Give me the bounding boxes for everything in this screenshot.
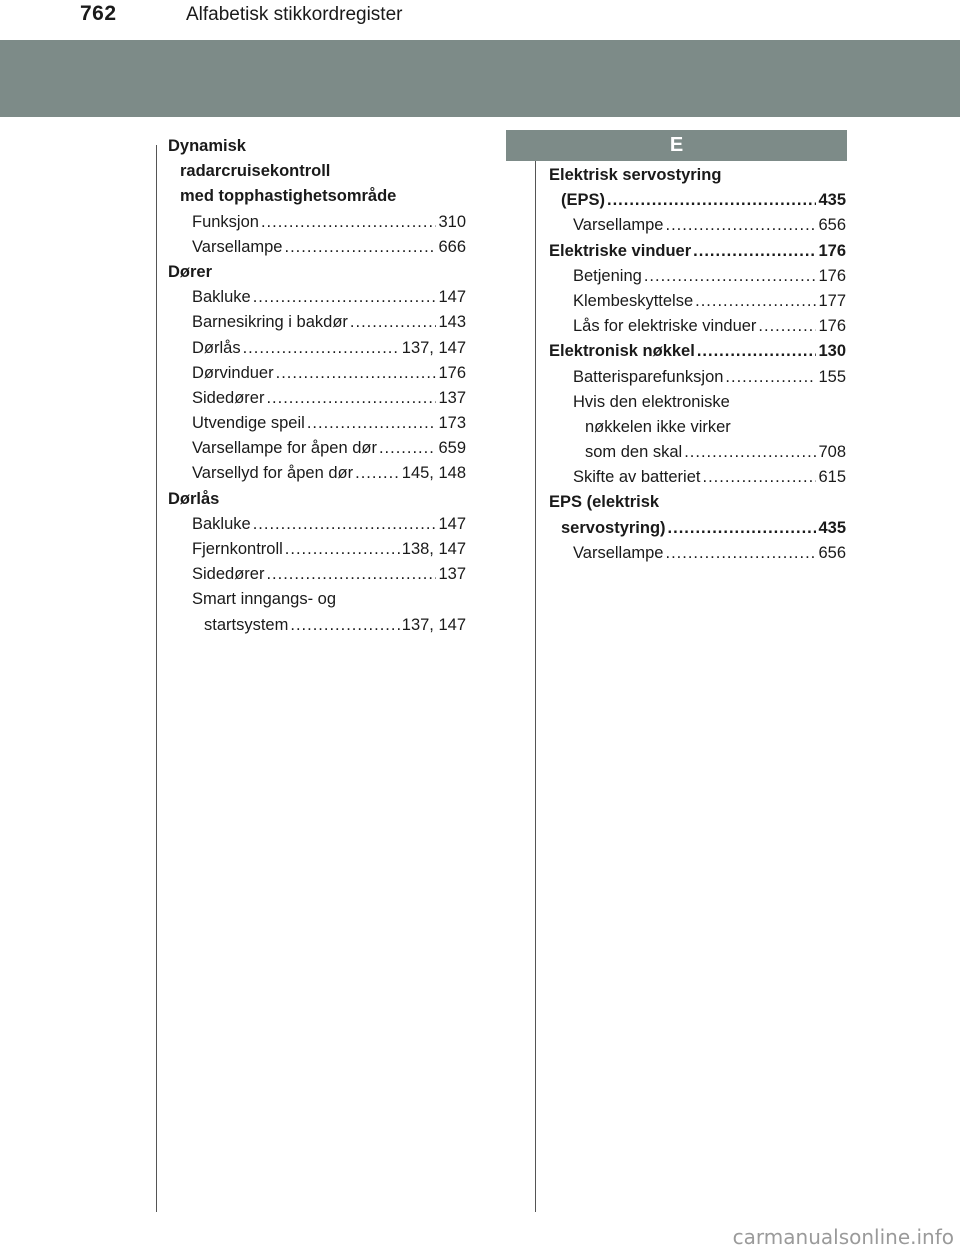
- index-entry-label: Skifte av batteriet: [573, 468, 701, 487]
- index-entry: [168, 159, 466, 184]
- index-entry: [549, 264, 846, 289]
- index-entry: [168, 386, 466, 411]
- index-entry-page: 138, 147: [401, 540, 466, 558]
- index-entry: [549, 390, 846, 415]
- index-entry-page: 310: [438, 212, 466, 231]
- dot-leader: [758, 314, 816, 339]
- index-entry-page: 177: [818, 291, 846, 310]
- dot-leader: [607, 188, 816, 213]
- index-entry: [168, 310, 466, 335]
- index-entry: [168, 210, 466, 235]
- index-entry-label: servostyring): [561, 518, 666, 537]
- index-entry-page: 615: [818, 468, 846, 487]
- index-entry-label: nøkkelen ikke virker: [585, 417, 731, 436]
- index-entry-label: Sidedører: [192, 388, 265, 407]
- dot-leader: [644, 264, 817, 289]
- index-entry: [168, 562, 466, 587]
- index-entry: [549, 188, 846, 213]
- index-entry-label: Dynamisk: [168, 137, 246, 155]
- index-entry-label: Barnesikring i bakdør: [192, 313, 348, 332]
- dot-leader: [284, 235, 436, 260]
- dot-leader: [350, 310, 437, 335]
- index-entry-label: Lås for elektriske vinduer: [573, 317, 757, 336]
- index-entry: [168, 336, 466, 361]
- index-entry-label: Dørlås: [192, 338, 241, 357]
- index-entry-page: 659: [438, 439, 466, 458]
- index-entry-page: 176: [818, 266, 846, 285]
- index-entry: [549, 465, 846, 490]
- index-entry: [549, 339, 846, 364]
- index-entry: [168, 184, 466, 209]
- index-entry: [168, 361, 466, 386]
- index-entry-page: 130: [818, 342, 846, 361]
- index-entry-page: 176: [818, 241, 846, 260]
- dot-leader: [253, 285, 437, 310]
- dot-leader: [307, 411, 437, 436]
- dot-leader: [355, 461, 400, 486]
- index-entry-label: Varsellampe: [192, 237, 283, 256]
- index-entry-page: 435: [818, 518, 846, 537]
- index-entry-page: 176: [818, 317, 846, 336]
- index-entry-page: 173: [438, 414, 466, 433]
- dot-leader: [697, 339, 817, 364]
- dot-leader: [285, 537, 400, 562]
- index-entry: [168, 461, 466, 486]
- index-entry-label: Dørlås: [168, 489, 220, 508]
- index-entry: [549, 163, 846, 188]
- page-header: [0, 0, 960, 30]
- index-entry: [168, 260, 466, 285]
- dot-leader: [379, 436, 437, 461]
- index-entry: [168, 436, 466, 461]
- index-entry: [549, 213, 846, 238]
- index-entry-label: som den skal: [585, 443, 683, 462]
- index-entry-label: Varsellampe for åpen dør: [192, 439, 377, 458]
- dot-leader: [695, 289, 816, 314]
- index-entry-page: 435: [818, 191, 846, 210]
- dot-leader: [253, 512, 437, 537]
- index-entry: [168, 235, 466, 260]
- index-entry-label: Elektrisk servostyring: [549, 166, 722, 184]
- dot-leader: [665, 213, 816, 238]
- dot-leader: [243, 336, 400, 361]
- index-entry: [549, 541, 846, 566]
- dot-leader: [290, 613, 399, 638]
- dot-leader: [702, 465, 816, 490]
- index-entry: [549, 490, 846, 515]
- index-entry-label: Smart inngangs- og: [192, 590, 336, 609]
- index-entry-page: 656: [818, 216, 846, 235]
- index-entry-label: radarcruisekontroll: [180, 162, 331, 181]
- index-entry: [549, 314, 846, 339]
- index-entry-page: 137: [438, 388, 466, 407]
- dot-leader: [684, 440, 816, 465]
- index-entry-label: Funksjon: [192, 212, 259, 231]
- index-entry-page: 137, 147: [401, 615, 466, 634]
- index-entry-label: med topphastighetsområde: [180, 187, 397, 206]
- dot-leader: [668, 516, 817, 541]
- index-entry-label: Bakluke: [192, 514, 251, 533]
- index-column-right: [549, 163, 846, 566]
- index-entry-label: startsystem: [204, 615, 289, 634]
- index-entry-page: 143: [438, 313, 466, 332]
- index-entry-label: Batterisparefunksjon: [573, 367, 724, 386]
- index-entry: [549, 415, 846, 440]
- index-entry-label: Bakluke: [192, 288, 251, 307]
- index-entry-page: 137: [438, 565, 466, 584]
- dot-leader: [261, 210, 437, 235]
- index-entry: [168, 512, 466, 537]
- index-entry-page: 155: [818, 367, 846, 386]
- index-entry-page: 147: [438, 514, 466, 533]
- dot-leader: [266, 386, 436, 411]
- index-entry: [549, 239, 846, 264]
- index-entry-page: 137, 147: [401, 338, 466, 357]
- column-divider-middle: [535, 161, 536, 1212]
- index-entry-label: Dører: [168, 262, 213, 281]
- dot-leader: [276, 361, 437, 386]
- index-entry-label: Varsellyd for åpen dør: [192, 464, 354, 483]
- index-entry: [168, 487, 466, 512]
- index-entry-label: Varsellampe: [573, 543, 664, 562]
- index-entry: [549, 516, 846, 541]
- index-entry: [549, 440, 846, 465]
- index-entry-label: Hvis den elektroniske: [573, 392, 730, 411]
- page-title: Alfabetisk stikkordregister: [186, 4, 403, 25]
- column-divider-left: [156, 145, 157, 1212]
- index-entry-page: 656: [818, 543, 846, 562]
- index-entry-label: EPS (elektrisk: [549, 493, 660, 512]
- index-entry-label: Utvendige speil: [192, 414, 305, 433]
- index-entry: [168, 134, 466, 159]
- index-entry: [168, 411, 466, 436]
- index-entry-page: 176: [438, 363, 466, 382]
- index-entry: [549, 289, 846, 314]
- index-entry-label: Betjening: [573, 266, 642, 285]
- dot-leader: [266, 562, 436, 587]
- index-entry: [168, 587, 466, 612]
- page-number: 762: [80, 2, 117, 25]
- index-entry: [549, 365, 846, 390]
- watermark: carmanualsonline.info: [732, 1225, 954, 1249]
- section-letter-tab: E: [506, 130, 847, 161]
- index-entry-label: Fjernkontroll: [192, 540, 283, 558]
- index-entry: [168, 613, 466, 638]
- dot-leader: [665, 541, 816, 566]
- index-entry: [168, 285, 466, 310]
- index-entry-label: Dørvinduer: [192, 363, 274, 382]
- index-entry-label: Varsellampe: [573, 216, 664, 235]
- index-column-left: [168, 134, 466, 638]
- index-entry-page: 147: [438, 288, 466, 307]
- index-entry-page: 145, 148: [401, 464, 466, 483]
- index-entry-page: 708: [818, 443, 846, 462]
- index-entry-page: 666: [438, 237, 466, 256]
- header-band: [0, 40, 960, 117]
- index-entry-label: Klembeskyttelse: [573, 291, 694, 310]
- index-entry-label: Elektriske vinduer: [549, 241, 692, 260]
- dot-leader: [725, 365, 816, 390]
- index-entry: [168, 537, 466, 562]
- index-entry-label: Sidedører: [192, 565, 265, 584]
- dot-leader: [693, 239, 816, 264]
- index-entry-label: Elektronisk nøkkel: [549, 342, 695, 361]
- index-entry-label: (EPS): [561, 191, 606, 210]
